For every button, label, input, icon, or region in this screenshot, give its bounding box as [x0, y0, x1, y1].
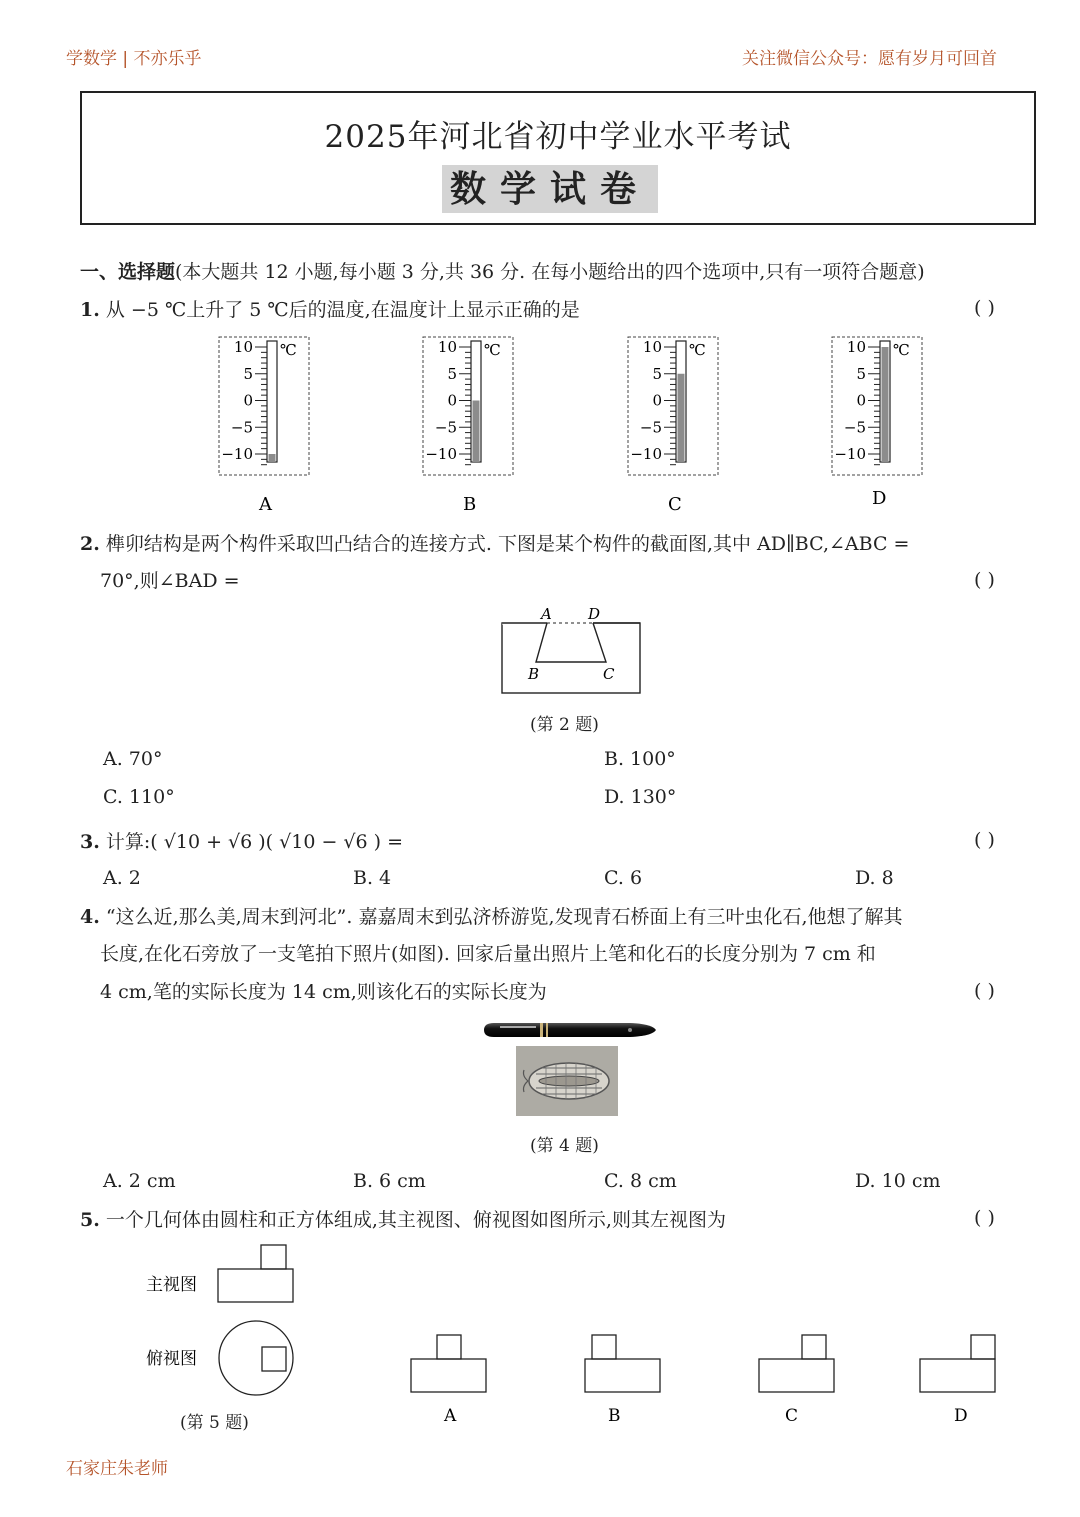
- q5-front-cylinder: [218, 1269, 293, 1302]
- q5-top-square: [262, 1347, 286, 1371]
- thermometer-scale-label: 5: [652, 364, 662, 383]
- q3-option-c: C. 6: [604, 867, 643, 889]
- thermometer-liquid: [882, 347, 889, 462]
- q4-caption: (第 4 题): [530, 1136, 599, 1156]
- thermometer-scale-label: −10: [425, 445, 457, 463]
- q2-number: 2.: [80, 533, 100, 555]
- thermometer-scale-label: −5: [639, 418, 662, 437]
- q2-text-line1: 榫卯结构是两个构件采取凹凸结合的连接方式. 下图是某个构件的截面图,其中 AD∥BC,∠ABC =: [105, 533, 910, 555]
- q2-option-b: B. 100°: [604, 748, 676, 770]
- thermometer-scale-label: −5: [230, 418, 253, 437]
- q5-option-c-cube: [802, 1335, 826, 1359]
- thermometer-liquid: [473, 401, 480, 463]
- thermometer-scale-label: −5: [434, 418, 457, 437]
- q3-answer-paren: ( ): [974, 829, 995, 851]
- q2-trapezoid: [536, 623, 606, 662]
- q4-option-b: B. 6 cm: [353, 1170, 426, 1192]
- q2-caption: (第 2 题): [530, 715, 599, 735]
- q5-option-d-base: [920, 1359, 995, 1392]
- q4-text-line1: “这么近,那么美,周末到河北”. 嘉嘉周末到弘济桥游览,发现青石桥面上有三叶虫化石,他想了解其: [105, 906, 903, 928]
- q5-front-view-label: 主视图: [146, 1275, 197, 1295]
- thermometer-d: [832, 337, 922, 509]
- thermometer-b: [423, 337, 513, 515]
- q2-stem-line1: [80, 531, 909, 557]
- fossil-image: [516, 1046, 618, 1116]
- q5-stem: [80, 1207, 726, 1233]
- q5-number: 5.: [80, 1209, 100, 1231]
- q5-top-circle: [219, 1321, 293, 1395]
- exam-title: 2025年河北省初中学业水平考试: [324, 119, 792, 155]
- thermometer-liquid: [678, 374, 685, 462]
- footer-author: 石家庄朱老师: [66, 1459, 168, 1479]
- q4-stem-line1: [80, 904, 903, 930]
- thermometer-scale-label: 0: [652, 391, 662, 410]
- q4-number: 4.: [80, 906, 100, 928]
- q3-option-d: D. 8: [855, 867, 894, 889]
- q5-option-a-cube: [437, 1335, 461, 1359]
- thermometer-tube: [267, 341, 277, 462]
- q5-answer-paren: ( ): [974, 1207, 995, 1229]
- q2-option-c: C. 110°: [103, 786, 175, 808]
- q1-stem: [80, 297, 580, 323]
- section-description: (本大题共 12 小题,每小题 3 分,共 36 分. 在每小题给出的四个选项中,只有一项符合题意): [175, 261, 925, 283]
- q1-answer-paren: ( ): [974, 297, 995, 319]
- q2-outer-rect: [502, 623, 640, 693]
- q4-text-line3: 4 cm,笔的实际长度为 14 cm,则该化石的实际长度为: [100, 981, 547, 1003]
- q2-figure: [495, 603, 645, 698]
- q3-text: 计算:( √10 + √6 )( √10 − √6 ) =: [105, 831, 404, 853]
- thermometer-scale-label: 10: [437, 338, 457, 356]
- thermometer-unit: ℃: [484, 341, 501, 359]
- q2-label-c: C: [603, 665, 615, 683]
- q4-text-line2: 长度,在化石旁放了一支笔拍下照片(如图). 回家后量出照片上笔和化石的长度分别为 7 cm 和: [100, 943, 876, 965]
- thermometer-a: [219, 337, 309, 515]
- thermometer-scale-label: 0: [243, 391, 253, 410]
- q1-number: 1.: [80, 299, 100, 321]
- q2-option-a: A. 70°: [103, 748, 163, 770]
- q5-option-b-base: [585, 1359, 660, 1392]
- thermometer-scale-label: 5: [856, 364, 866, 383]
- thermometer-scale-label: −5: [843, 418, 866, 437]
- q3-number: 3.: [80, 831, 100, 853]
- q5-option-d: D: [954, 1406, 968, 1426]
- q2-label-b: B: [528, 665, 540, 683]
- q5-text: 一个几何体由圆柱和正方体组成,其主视图、俯视图如图所示,则其左视图为: [105, 1209, 726, 1231]
- q4-option-c: C. 8 cm: [604, 1170, 677, 1192]
- section-heading: [80, 259, 925, 285]
- q2-label-a: A: [541, 605, 552, 623]
- q2-answer-paren: ( ): [974, 569, 995, 591]
- thermometer-scale-label: 10: [233, 338, 253, 356]
- q5-figures: [0, 1238, 1080, 1438]
- q2-option-d: D. 130°: [604, 786, 677, 808]
- q1-thermometers: [0, 330, 1080, 530]
- thermometer-scale-label: 10: [846, 338, 866, 356]
- thermometer-unit: ℃: [280, 341, 297, 359]
- thermometer-liquid: [269, 454, 276, 462]
- q5-front-cube: [261, 1245, 286, 1269]
- q3-stem: [80, 829, 403, 855]
- thermometer-scale-label: 0: [447, 391, 457, 410]
- q5-option-d-cube: [971, 1335, 995, 1359]
- thermometer-scale-label: 5: [447, 364, 457, 383]
- q5-top-view-label: 俯视图: [146, 1349, 197, 1369]
- thermometer-scale-label: 10: [642, 338, 662, 356]
- thermometer-scale-label: 0: [856, 391, 866, 410]
- q5-option-a-base: [411, 1359, 486, 1392]
- q1-option-b: B: [463, 494, 477, 515]
- q1-option-c: C: [668, 494, 682, 515]
- q3-option-a: A. 2: [103, 867, 141, 889]
- q4-answer-paren: ( ): [974, 980, 995, 1002]
- q2-label-d: D: [588, 605, 601, 623]
- q2-text-line2: 70°,则∠BAD =: [100, 570, 240, 592]
- thermometer-scale-label: −10: [221, 445, 253, 463]
- pen-image: [480, 1018, 660, 1042]
- thermometer-unit: ℃: [893, 341, 910, 359]
- section-heading-label: 一、选择题: [80, 261, 176, 283]
- thermometer-scale-label: −10: [834, 445, 866, 463]
- q5-caption: (第 5 题): [180, 1413, 249, 1433]
- thermometer-scale-label: −10: [630, 445, 662, 463]
- q4-option-a: A. 2 cm: [103, 1170, 176, 1192]
- header-left: 学数学 | 不亦乐乎: [66, 49, 202, 69]
- header-right: 关注微信公众号：愿有岁月可回首: [742, 49, 997, 69]
- q5-option-c-base: [759, 1359, 834, 1392]
- q1-text: 从 −5 ℃上升了 5 ℃后的温度,在温度计上显示正确的是: [105, 299, 580, 321]
- q5-option-b: B: [608, 1406, 621, 1426]
- thermometer-unit: ℃: [689, 341, 706, 359]
- q4-option-d: D. 10 cm: [855, 1170, 941, 1192]
- q1-option-d: D: [872, 488, 887, 509]
- q3-option-b: B. 4: [353, 867, 392, 889]
- thermometer-c: [628, 337, 718, 515]
- q5-option-a: A: [444, 1406, 457, 1426]
- title-box: [80, 91, 1036, 225]
- q5-option-b-cube: [592, 1335, 616, 1359]
- thermometer-scale-label: 5: [243, 364, 253, 383]
- q5-option-c: C: [785, 1406, 799, 1426]
- paper-title: 数学试卷: [442, 165, 658, 213]
- q1-option-a: A: [259, 494, 272, 515]
